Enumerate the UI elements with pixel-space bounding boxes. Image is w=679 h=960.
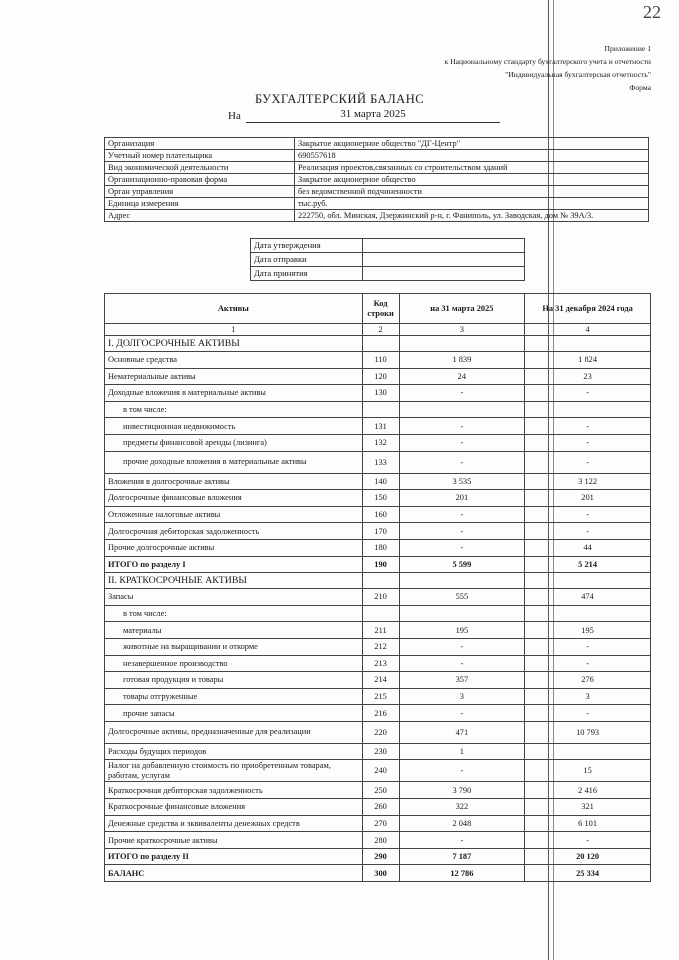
value-previous: 25 334 bbox=[525, 865, 651, 882]
row-label: Долгосрочные финансовые вложения bbox=[105, 490, 363, 507]
page-number: 22 bbox=[643, 2, 661, 22]
table-row bbox=[105, 401, 651, 418]
date-label: Дата принятия bbox=[251, 267, 363, 281]
value-previous bbox=[525, 401, 651, 418]
value-previous: 321 bbox=[525, 799, 651, 816]
table-row bbox=[105, 743, 651, 760]
value-previous: 44 bbox=[525, 539, 651, 556]
value-previous: 3 122 bbox=[525, 473, 651, 490]
column-number: 3 bbox=[399, 324, 525, 336]
value-current: - bbox=[399, 523, 525, 540]
column-number: 1 bbox=[105, 324, 363, 336]
row-code: 150 bbox=[362, 490, 399, 507]
value-previous: 276 bbox=[525, 672, 651, 689]
row-code: 170 bbox=[362, 523, 399, 540]
value-current: 3 790 bbox=[399, 782, 525, 799]
row-label: инвестиционная недвижимость bbox=[105, 418, 363, 435]
row-code: 110 bbox=[362, 352, 399, 369]
value-previous: 20 120 bbox=[525, 848, 651, 865]
row-label: БАЛАНС bbox=[105, 865, 363, 882]
row-code: 300 bbox=[362, 865, 399, 882]
header-current: на 31 марта 2025 bbox=[399, 294, 525, 324]
info-row bbox=[105, 150, 649, 162]
section-row bbox=[105, 336, 651, 352]
value-current: 3 535 bbox=[399, 473, 525, 490]
row-code: 280 bbox=[362, 832, 399, 849]
value-previous: 2 416 bbox=[525, 782, 651, 799]
value-previous: - bbox=[525, 434, 651, 451]
info-value: без ведомственной подчиненности bbox=[295, 186, 649, 198]
info-label: Организационно-правовая форма bbox=[105, 174, 295, 186]
value-previous: - bbox=[525, 655, 651, 672]
value-previous: 3 bbox=[525, 688, 651, 705]
date-value bbox=[363, 239, 525, 253]
info-label: Единица измерения bbox=[105, 198, 295, 210]
header-note-line: Приложение 1 bbox=[604, 44, 651, 53]
value-current: 24 bbox=[399, 368, 525, 385]
value-previous: 23 bbox=[525, 368, 651, 385]
value-current: - bbox=[399, 539, 525, 556]
value-current: 357 bbox=[399, 672, 525, 689]
section-title: I. ДОЛГОСРОЧНЫЕ АКТИВЫ bbox=[105, 336, 363, 352]
value-current: - bbox=[399, 638, 525, 655]
table-row bbox=[105, 782, 651, 799]
table-row bbox=[105, 556, 651, 573]
info-row bbox=[105, 186, 649, 198]
row-label: Вложения в долгосрочные активы bbox=[105, 473, 363, 490]
column-number: 2 bbox=[362, 324, 399, 336]
dates-table bbox=[250, 238, 525, 281]
header-previous: На 31 декабря 2024 года bbox=[525, 294, 651, 324]
row-code: 230 bbox=[362, 743, 399, 760]
empty-cell bbox=[399, 336, 525, 352]
row-label: материалы bbox=[105, 622, 363, 639]
info-value: 222750, обл. Минская, Дзержинский р-н, г. Фаниполь, ул. Заводская, дом № 39А/3. bbox=[295, 210, 649, 222]
row-code: 133 bbox=[362, 451, 399, 473]
info-value: 690557618 bbox=[295, 150, 649, 162]
balance-sheet-table bbox=[104, 293, 651, 882]
table-row bbox=[105, 688, 651, 705]
form-header-note bbox=[445, 42, 651, 94]
table-row bbox=[105, 622, 651, 639]
value-previous: - bbox=[525, 523, 651, 540]
row-code bbox=[362, 605, 399, 622]
value-current: 1 bbox=[399, 743, 525, 760]
row-label: в том числе: bbox=[105, 605, 363, 622]
info-label: Учетный номер плательщика bbox=[105, 150, 295, 162]
row-label: ИТОГО по разделу II bbox=[105, 848, 363, 865]
table-row bbox=[105, 434, 651, 451]
value-current: - bbox=[399, 385, 525, 402]
date-value bbox=[363, 267, 525, 281]
value-current: - bbox=[399, 434, 525, 451]
row-code: 212 bbox=[362, 638, 399, 655]
row-label: Расходы будущих периодов bbox=[105, 743, 363, 760]
row-label: ИТОГО по разделу I bbox=[105, 556, 363, 573]
header-code: Код строки bbox=[362, 294, 399, 324]
row-code: 140 bbox=[362, 473, 399, 490]
info-value: Реализация проектов,связанных со строительством зданий bbox=[295, 162, 649, 174]
table-row bbox=[105, 815, 651, 832]
value-previous: 15 bbox=[525, 760, 651, 782]
row-label: Налог на добавленную стоимость по приобретенным товарам, работам, услугам bbox=[105, 760, 363, 782]
value-previous: 5 214 bbox=[525, 556, 651, 573]
value-current: 201 bbox=[399, 490, 525, 507]
info-label: Вид экономической деятельности bbox=[105, 162, 295, 174]
row-label: прочие запасы bbox=[105, 705, 363, 722]
table-row bbox=[105, 672, 651, 689]
header-note-line: к Национальному стандарту бухгалтерского учета и отчетности bbox=[444, 57, 651, 66]
table-row bbox=[105, 506, 651, 523]
info-value: Закрытое акционерное общество bbox=[295, 174, 649, 186]
info-row bbox=[105, 174, 649, 186]
section-title: II. КРАТКОСРОЧНЫЕ АКТИВЫ bbox=[105, 573, 363, 589]
info-row bbox=[105, 138, 649, 150]
row-label: готовая продукция и товары bbox=[105, 672, 363, 689]
value-current: 3 bbox=[399, 688, 525, 705]
row-label: товары отгруженные bbox=[105, 688, 363, 705]
table-row bbox=[105, 385, 651, 402]
row-code: 260 bbox=[362, 799, 399, 816]
row-label: Отложенные налоговые активы bbox=[105, 506, 363, 523]
row-code: 240 bbox=[362, 760, 399, 782]
header-note-line: "Индивидуальная бухгалтерская отчетность" bbox=[505, 70, 651, 79]
table-row bbox=[105, 721, 651, 743]
table-row bbox=[105, 490, 651, 507]
table-row bbox=[105, 523, 651, 540]
row-label: Денежные средства и эквиваленты денежных средств bbox=[105, 815, 363, 832]
row-label: животные на выращивании и откорме bbox=[105, 638, 363, 655]
value-previous: - bbox=[525, 705, 651, 722]
table-header-row bbox=[105, 294, 651, 324]
header-note-line: Форма bbox=[629, 83, 651, 92]
row-label: Краткосрочная дебиторская задолженность bbox=[105, 782, 363, 799]
row-label: Основные средства bbox=[105, 352, 363, 369]
empty-cell bbox=[399, 573, 525, 589]
row-label: в том числе: bbox=[105, 401, 363, 418]
row-code: 160 bbox=[362, 506, 399, 523]
table-row bbox=[105, 352, 651, 369]
value-previous: 195 bbox=[525, 622, 651, 639]
value-previous bbox=[525, 743, 651, 760]
row-label: предметы финансовой аренды (лизинга) bbox=[105, 434, 363, 451]
info-value: Закрытое акционерное общество "ДГ-Центр" bbox=[295, 138, 649, 150]
info-row bbox=[105, 162, 649, 174]
empty-cell bbox=[525, 336, 651, 352]
row-code: 131 bbox=[362, 418, 399, 435]
row-label: Долгосрочная дебиторская задолженность bbox=[105, 523, 363, 540]
info-label: Орган управления bbox=[105, 186, 295, 198]
value-previous: - bbox=[525, 638, 651, 655]
date-label: Дата отправки bbox=[251, 253, 363, 267]
row-label: прочие доходные вложения в материальные активы bbox=[105, 451, 363, 473]
row-code: 214 bbox=[362, 672, 399, 689]
row-code: 120 bbox=[362, 368, 399, 385]
value-current: 1 839 bbox=[399, 352, 525, 369]
value-previous: 10 793 bbox=[525, 721, 651, 743]
empty-cell bbox=[362, 336, 399, 352]
date-row bbox=[251, 239, 525, 253]
info-row bbox=[105, 198, 649, 210]
row-code bbox=[362, 401, 399, 418]
column-number: 4 bbox=[525, 324, 651, 336]
row-code: 190 bbox=[362, 556, 399, 573]
value-current: 555 bbox=[399, 589, 525, 606]
row-label: Нематериальные активы bbox=[105, 368, 363, 385]
row-label: Краткосрочные финансовые вложения bbox=[105, 799, 363, 816]
value-previous: 6 101 bbox=[525, 815, 651, 832]
value-current bbox=[399, 605, 525, 622]
empty-cell bbox=[362, 573, 399, 589]
table-row bbox=[105, 848, 651, 865]
table-row bbox=[105, 451, 651, 473]
row-label: незавершенное производство bbox=[105, 655, 363, 672]
value-current: 5 599 bbox=[399, 556, 525, 573]
info-row bbox=[105, 210, 649, 222]
empty-cell bbox=[525, 573, 651, 589]
table-row bbox=[105, 799, 651, 816]
row-code: 250 bbox=[362, 782, 399, 799]
info-value: тыс.руб. bbox=[295, 198, 649, 210]
row-label: Доходные вложения в материальные активы bbox=[105, 385, 363, 402]
row-code: 270 bbox=[362, 815, 399, 832]
value-current: - bbox=[399, 418, 525, 435]
table-row bbox=[105, 832, 651, 849]
row-code: 180 bbox=[362, 539, 399, 556]
table-row bbox=[105, 705, 651, 722]
document-title: БУХГАЛТЕРСКИЙ БАЛАНС bbox=[254, 92, 425, 106]
table-column-numbers bbox=[105, 324, 651, 336]
table-row bbox=[105, 418, 651, 435]
date-row bbox=[251, 253, 525, 267]
value-current: 7 187 bbox=[399, 848, 525, 865]
row-label: Запасы bbox=[105, 589, 363, 606]
row-label: Прочие долгосрочные активы bbox=[105, 539, 363, 556]
value-current: 471 bbox=[399, 721, 525, 743]
organization-info-table bbox=[104, 137, 649, 222]
row-code: 290 bbox=[362, 848, 399, 865]
date-row bbox=[251, 267, 525, 281]
table-row bbox=[105, 539, 651, 556]
header-assets: Активы bbox=[105, 294, 363, 324]
value-current: - bbox=[399, 506, 525, 523]
row-code: 130 bbox=[362, 385, 399, 402]
row-code: 213 bbox=[362, 655, 399, 672]
value-previous: 1 824 bbox=[525, 352, 651, 369]
info-label: Организация bbox=[105, 138, 295, 150]
section-row bbox=[105, 573, 651, 589]
date-label: Дата утверждения bbox=[251, 239, 363, 253]
table-row bbox=[105, 368, 651, 385]
value-previous: - bbox=[525, 385, 651, 402]
value-previous: - bbox=[525, 418, 651, 435]
row-code: 210 bbox=[362, 589, 399, 606]
value-previous: 474 bbox=[525, 589, 651, 606]
value-current: - bbox=[399, 760, 525, 782]
value-current: 195 bbox=[399, 622, 525, 639]
value-current: - bbox=[399, 705, 525, 722]
report-date: 31 марта 2025 bbox=[246, 108, 500, 123]
row-code: 215 bbox=[362, 688, 399, 705]
table-row bbox=[105, 865, 651, 882]
table-row bbox=[105, 589, 651, 606]
value-current: 12 786 bbox=[399, 865, 525, 882]
value-previous: - bbox=[525, 506, 651, 523]
info-label: Адрес bbox=[105, 210, 295, 222]
value-previous bbox=[525, 605, 651, 622]
row-label: Долгосрочные активы, предназначенные для реализации bbox=[105, 721, 363, 743]
value-current: - bbox=[399, 832, 525, 849]
row-code: 132 bbox=[362, 434, 399, 451]
table-row bbox=[105, 655, 651, 672]
date-value bbox=[363, 253, 525, 267]
table-row bbox=[105, 638, 651, 655]
table-row bbox=[105, 473, 651, 490]
row-code: 211 bbox=[362, 622, 399, 639]
value-previous: - bbox=[525, 832, 651, 849]
value-current: 322 bbox=[399, 799, 525, 816]
value-current: - bbox=[399, 451, 525, 473]
value-current: 2 048 bbox=[399, 815, 525, 832]
row-label: Прочие краткосрочные активы bbox=[105, 832, 363, 849]
table-row bbox=[105, 605, 651, 622]
value-previous: - bbox=[525, 451, 651, 473]
value-current: - bbox=[399, 655, 525, 672]
table-row bbox=[105, 760, 651, 782]
row-code: 220 bbox=[362, 721, 399, 743]
date-prefix: На bbox=[228, 110, 241, 122]
row-code: 216 bbox=[362, 705, 399, 722]
value-current bbox=[399, 401, 525, 418]
value-previous: 201 bbox=[525, 490, 651, 507]
